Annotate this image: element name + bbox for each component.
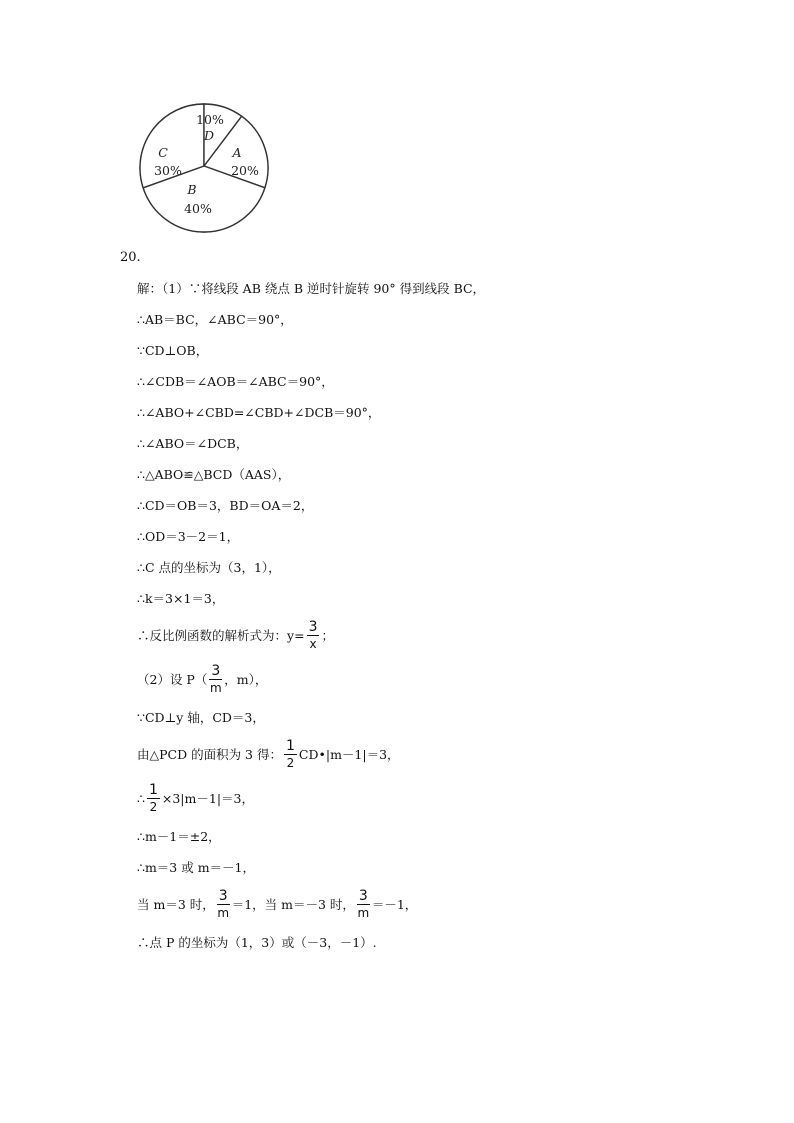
solution-line-10 xyxy=(137,551,697,582)
pie-label-a: A xyxy=(232,145,242,160)
text-run: ∴∠CDB＝∠AOB＝∠ABC＝90°， xyxy=(137,373,334,389)
fraction xyxy=(307,620,320,650)
solution-line-15 xyxy=(137,732,697,776)
text-run: ∵CD⊥OB， xyxy=(137,342,209,358)
fraction xyxy=(217,889,230,919)
text-run: （2）设 P（ xyxy=(137,672,208,687)
solution-line-18 xyxy=(137,851,697,882)
question-number: 20. xyxy=(120,250,141,265)
pie-percent-a: 20% xyxy=(231,163,259,178)
fraction xyxy=(147,783,160,813)
solution-line-14 xyxy=(137,701,697,732)
solution-line-1 xyxy=(137,272,697,303)
text-run: ∴m－1＝±2， xyxy=(137,828,221,844)
text-run: ； xyxy=(321,628,334,643)
text-run: ∴△ABO≌△BCD（AAS）， xyxy=(137,466,291,482)
text-run: ＝1，当 m＝－3 时， xyxy=(231,897,355,912)
solution-line-13 xyxy=(137,657,697,701)
text-run: ∴k＝3×1＝3， xyxy=(137,590,225,606)
text-run: ∴m＝3 或 m＝－1， xyxy=(137,859,256,875)
text-run: ×3|m－1|＝3， xyxy=(161,791,254,806)
text-run: CD•|m－1|＝3， xyxy=(298,747,400,762)
text-run: ，m）， xyxy=(224,672,268,687)
fraction-numerator: 1 xyxy=(148,782,158,798)
solution-line-20 xyxy=(137,926,697,957)
fraction-denominator: m xyxy=(209,681,222,695)
solution-line-5 xyxy=(137,396,697,427)
solution-line-3 xyxy=(137,334,697,365)
text-run: ∵CD⊥y 轴，CD＝3， xyxy=(137,709,265,725)
fraction xyxy=(284,739,297,769)
text-run: ∴∠ABO+∠CBD=∠CBD+∠DCB＝90°， xyxy=(137,404,381,420)
solution-line-6 xyxy=(137,427,697,458)
pie-label-b: B xyxy=(187,182,197,197)
solution-line-16 xyxy=(137,776,697,820)
fraction xyxy=(357,889,370,919)
solution-line-9 xyxy=(137,520,697,551)
text-run: ∴AB＝BC，∠ABC＝90°， xyxy=(137,311,293,327)
text-run: ∴ xyxy=(137,790,145,806)
solution-line-12 xyxy=(137,613,697,657)
pie-percent-b: 40% xyxy=(184,201,212,216)
fraction-numerator: 1 xyxy=(285,738,295,754)
text-run: ∴点 P 的坐标为（1，3）或（－3，－1）. xyxy=(137,934,377,950)
text-run: 由△PCD 的面积为 3 得： xyxy=(137,747,282,762)
fraction-denominator: m xyxy=(217,906,230,920)
fraction-denominator: m xyxy=(357,906,370,920)
fraction-numerator: 3 xyxy=(358,888,368,904)
text-run: ∴OD＝3－2＝1， xyxy=(137,528,240,544)
text-run: ∴反比例函数的解析式为： xyxy=(137,628,288,643)
text-run: ∴∠ABO＝∠DCB， xyxy=(137,435,249,451)
text-run: ∴CD＝OB＝3，BD＝OA＝2， xyxy=(137,497,314,513)
fraction-numerator: 3 xyxy=(308,619,318,635)
fraction xyxy=(209,664,222,694)
solution-text xyxy=(137,272,697,957)
solution-line-4 xyxy=(137,365,697,396)
pie-label-d: D xyxy=(203,128,215,143)
pie-label-c: C xyxy=(158,145,168,160)
text-run: ∴C 点的坐标为（3，1）， xyxy=(137,559,281,575)
fraction-numerator: 3 xyxy=(218,888,228,904)
solution-line-19 xyxy=(137,882,697,926)
solution-line-7 xyxy=(137,458,697,489)
text-run: ＝－1， xyxy=(371,897,418,912)
pie-percent-c: 30% xyxy=(154,163,182,178)
text-run: 当 m＝3 时， xyxy=(137,897,215,912)
fraction-denominator: 2 xyxy=(149,800,158,814)
pie-percent-d: 10% xyxy=(196,112,224,127)
pie-chart xyxy=(136,100,272,236)
solution-line-2 xyxy=(137,303,697,334)
fraction-denominator: x xyxy=(309,637,317,651)
fraction-denominator: 2 xyxy=(286,756,295,770)
solution-line-17 xyxy=(137,820,697,851)
solution-line-11 xyxy=(137,582,697,613)
text-run: y= xyxy=(287,627,305,643)
text-run: 解：（1）∵将线段 AB 绕点 B 逆时针旋转 90° 得到线段 BC， xyxy=(137,280,486,296)
solution-line-8 xyxy=(137,489,697,520)
fraction-numerator: 3 xyxy=(211,663,221,679)
